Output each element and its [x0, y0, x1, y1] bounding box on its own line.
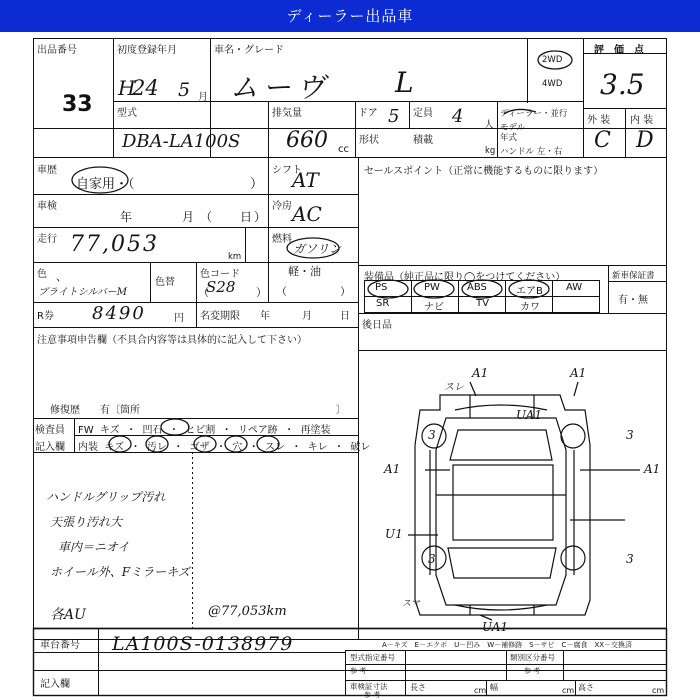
- reg-label: 初度登録年月: [117, 45, 177, 56]
- dealer-label: ディーラー・並行: [500, 109, 568, 119]
- color-dot: 、: [56, 270, 67, 283]
- model-year-label2: 年式: [500, 133, 518, 143]
- mark-suma: スマ: [402, 599, 420, 609]
- rear-seat-label: 後日品: [362, 320, 392, 331]
- reg-month-unit: 月: [198, 92, 208, 103]
- color-code: S28: [206, 278, 236, 296]
- memo-label: 記入欄: [40, 679, 70, 690]
- equip-ps: PS: [375, 282, 388, 293]
- equipment-row2: [364, 298, 600, 312]
- size-ref: 参 考: [364, 691, 381, 699]
- mark-3-fl: 3: [428, 428, 436, 442]
- mark-ua1-rear: UA1: [482, 620, 509, 634]
- remark-3: 車内＝ニオイ: [58, 540, 130, 554]
- odometer-note: @77,053km: [208, 604, 287, 619]
- shaken-d: 日: [240, 210, 253, 224]
- name-change-m: 月: [302, 311, 312, 322]
- warranty-value: 有・無: [618, 295, 648, 306]
- lot-no: 33: [62, 92, 93, 117]
- equip-aw: AW: [566, 282, 583, 293]
- fuel-paren-r: ）: [340, 285, 351, 298]
- equip-airbag: エアB: [516, 286, 543, 297]
- len-label: 長さ: [410, 683, 426, 692]
- equip-tv: TV: [476, 298, 489, 309]
- shaken-y: 年: [120, 210, 133, 224]
- fuel-label: 燃料: [272, 234, 292, 245]
- reg-era: H: [118, 76, 136, 100]
- recycle-label: R券: [37, 311, 54, 322]
- remark-1: ハンドルグリップ汚れ: [46, 490, 166, 504]
- equip-sr: SR: [376, 298, 390, 309]
- drive-2wd: 2WD: [542, 55, 563, 65]
- chassis-value: LA100S-0138979: [112, 633, 294, 655]
- class-label: 類別区分番号: [510, 653, 555, 662]
- ext-label: 外 装: [587, 115, 611, 126]
- mark-3-rl: 3: [428, 552, 436, 566]
- sales-point-label: セールスポイント（正常に機能するものに限ります）: [364, 166, 604, 177]
- shift-value: AT: [292, 168, 319, 192]
- inspection-row2: 内装 キズ ・ 汚レ ・ ゴザ ・ 穴 ・ スレ ・ キレ ・ 破レ: [78, 442, 371, 453]
- cap-unit: 人: [484, 120, 494, 131]
- cc-unit: cc: [338, 144, 349, 155]
- name-change-y: 年: [260, 311, 270, 322]
- door-value: 5: [388, 106, 400, 127]
- shaken-paren-l: （: [200, 210, 213, 224]
- mark-3-rr: 3: [626, 552, 634, 566]
- shift-label: シフト: [272, 165, 302, 176]
- score: 3.5: [600, 68, 645, 101]
- history-label: 車歴: [37, 165, 57, 176]
- equip-navi: ナビ: [424, 302, 444, 313]
- inspection-label-2: 記入欄: [35, 442, 65, 453]
- mileage-value: 77,053: [70, 232, 159, 257]
- type-spec-ref-2: 参 考: [350, 667, 367, 675]
- mark-u1-left: U1: [385, 527, 403, 541]
- grade: L: [395, 66, 414, 99]
- mark-a1-right: A1: [644, 462, 661, 476]
- equip-leather: カワ: [520, 302, 540, 313]
- mark-a1-front-right: A1: [570, 366, 587, 380]
- handle-label: ハンドル 左・右: [500, 147, 563, 157]
- mileage-unit: km: [228, 252, 242, 262]
- color-label: 色: [37, 269, 47, 280]
- recycle-unit: 円: [174, 313, 184, 324]
- equip-pw: PW: [424, 282, 440, 293]
- height-label: 高さ: [578, 683, 594, 692]
- color-change-label: 色替: [155, 277, 175, 288]
- diagram-legend: A－キズ E－エクボ U－凹み W－補修跡 S－サビ C－腐食 XX－交換済: [382, 641, 633, 649]
- reg-month: 5: [178, 79, 191, 101]
- ext-grade: C: [594, 128, 611, 153]
- equipment-label: 装備品（純正品に限り◯をつけてください）: [364, 272, 566, 283]
- page-title: ディーラー出品車: [286, 7, 414, 25]
- cap-value: 4: [452, 106, 464, 127]
- remark-2: 天張り汚れ大: [50, 515, 123, 529]
- repair-label: 修復歴 有〔箇所: [50, 405, 140, 416]
- mark-a1-left: A1: [384, 462, 401, 476]
- fuel-alt: 軽・油: [288, 265, 321, 278]
- model-name: ムーヴ: [230, 71, 331, 104]
- reg-year: 24: [132, 76, 159, 100]
- load-unit: kg: [485, 146, 496, 156]
- model-label: 車名・グレード: [214, 45, 284, 56]
- mark-3-fr: 3: [626, 428, 634, 442]
- color-paren-l: （: [198, 286, 209, 299]
- history-close: ）: [250, 177, 264, 192]
- type-spec-label: 型式指定番号: [350, 653, 395, 662]
- width-unit: cm: [562, 686, 575, 695]
- name-change-label: 名変期限: [200, 311, 240, 322]
- len-unit: cm: [474, 686, 487, 695]
- remark-4: ホイール外、Fミラーキズ: [50, 565, 190, 579]
- door-label: ドア: [358, 108, 378, 119]
- shaken-label: 車検: [37, 201, 57, 212]
- mark-a1-front-left: A1: [472, 366, 489, 380]
- history-value: 自家用・（: [76, 177, 135, 192]
- color-paren-r: ）: [256, 286, 267, 299]
- drive-4wd: 4WD: [542, 79, 563, 89]
- color-value: ブライトシルバーM: [38, 287, 127, 298]
- mark-sure: スレ: [444, 382, 464, 393]
- recycle-value: 8490: [92, 303, 146, 324]
- int-label: 内 装: [630, 115, 654, 126]
- shaken-m: 月: [182, 210, 195, 224]
- fuel-paren-l: （: [276, 285, 287, 298]
- load-label: 積載: [413, 135, 433, 146]
- bottom-note: 各AU: [50, 607, 86, 623]
- cc-value: 660: [286, 128, 328, 153]
- name-change-d: 日: [340, 311, 350, 322]
- type-label: 型式: [117, 108, 137, 119]
- mark-ua1-hood: UA1: [516, 408, 543, 422]
- inspection-row1: FW キズ ・ 凹石 ・ ヒビ割 ・ リペア跡 ・ 再塗装: [78, 425, 331, 436]
- chassis-label: 車台番号: [40, 640, 80, 651]
- shape-label: 形状: [359, 135, 379, 146]
- class-ref: 参 考: [524, 667, 541, 675]
- notes-label: 注意事項申告欄（不具合内容等は具体的に記入して下さい）: [37, 335, 307, 346]
- fuel-value: ガソリン: [293, 242, 342, 256]
- equipment-row1: [364, 282, 600, 296]
- inspection-label-1: 検査員: [35, 425, 65, 436]
- equip-abs: ABS: [467, 282, 487, 293]
- shaken-paren-r: ）: [254, 210, 267, 224]
- repair-close: 〕: [336, 405, 346, 416]
- size-label: 車検証寸法: [350, 682, 388, 691]
- int-grade: D: [636, 128, 654, 153]
- type-value: DBA-LA100S: [122, 131, 241, 152]
- car-diagram: [415, 395, 590, 615]
- score-label: 評 価 点: [594, 45, 644, 56]
- model-year-label: モデル: [500, 123, 526, 133]
- lot-no-label: 出品番号: [37, 45, 77, 56]
- height-unit: cm: [652, 686, 665, 695]
- ac-label: 冷房: [272, 201, 292, 212]
- warranty-label: 新車保証書: [612, 271, 655, 281]
- cap-label: 定員: [413, 108, 433, 119]
- color-code-label: 色コード: [200, 269, 240, 280]
- ac-value: AC: [292, 202, 322, 226]
- cc-label: 排気量: [272, 108, 302, 119]
- mileage-label: 走行: [37, 234, 57, 245]
- width-label: 幅: [490, 683, 498, 692]
